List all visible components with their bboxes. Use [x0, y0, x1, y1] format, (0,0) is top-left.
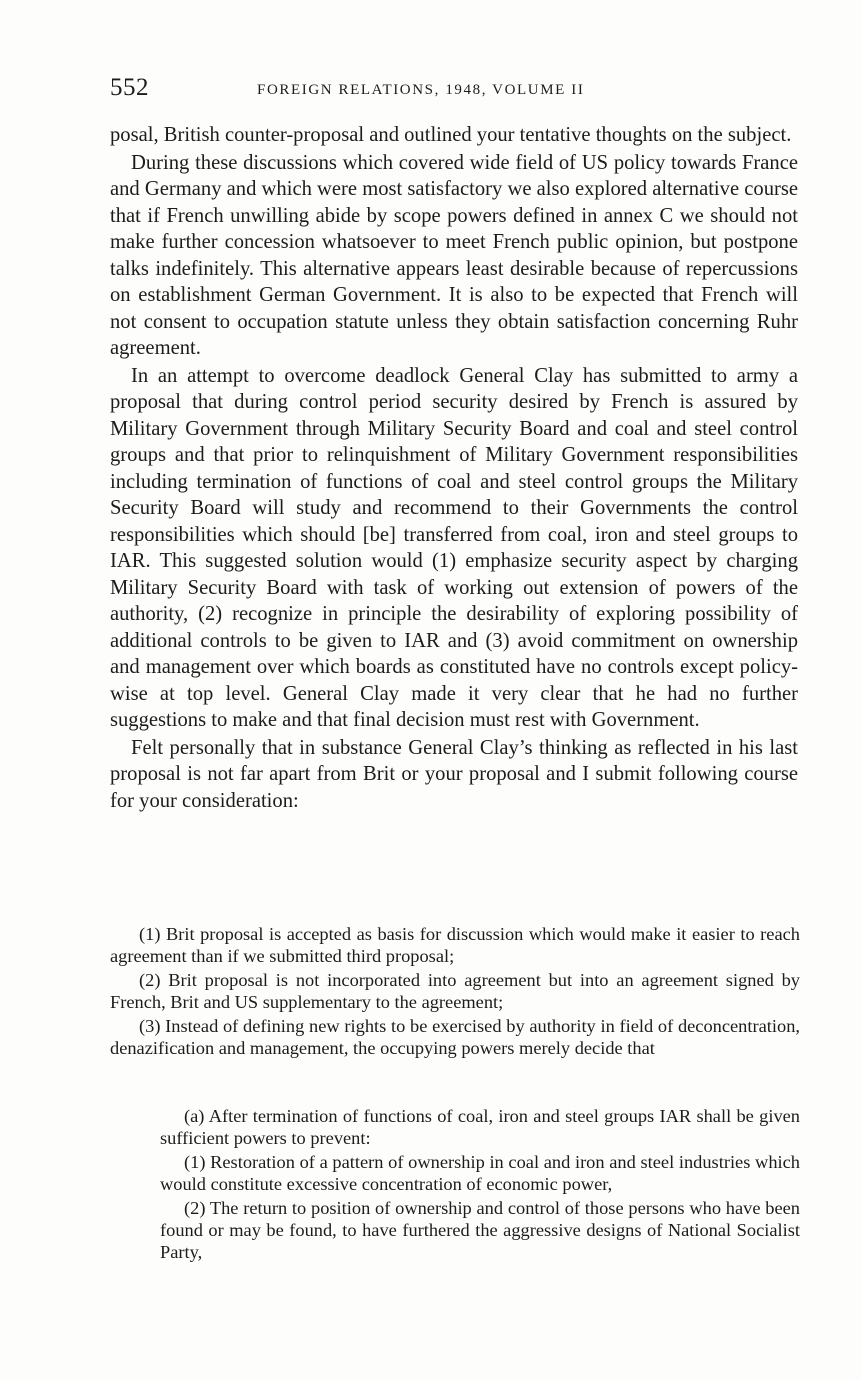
- list-item: (2) Brit proposal is not incorporated into agreement but into an agreement signed by French, Brit and US supplementary to the agreement;: [110, 970, 800, 1012]
- paragraph-continued: posal, British counter-proposal and outlined your tentative thoughts on the subject.: [110, 124, 792, 146]
- page-header: [110, 74, 800, 110]
- running-title: FOREIGN RELATIONS, 1948, VOLUME II: [257, 82, 585, 98]
- sub-list: [160, 1106, 800, 1263]
- sub-list-item: (2) The return to position of ownership and control of those persons who have been found or may be found, to have furthered the aggressive designs of National Socialist Party,: [160, 1198, 800, 1262]
- paragraph: In an attempt to overcome deadlock General Clay has submitted to army a proposal that during control period security desired by French is assured by Military Government through Military Security Board and coal and steel control groups and that prior to relinquishment of Military Government responsibilities including termination of functions of coal and steel control groups the Military Security Board will study and recommend to their Governments the control responsibilities which should [be] transferred from coal, iron and steel groups to IAR. This suggested solution would (1) emphasize security aspect by charging Military Security Board with task of working out extension of powers of the authority, (2) recognize in principle the desirability of exploring possibility of additional controls to be given to IAR and (3) avoid commitment on ownership and management over which boards as constituted have no controls except policy-wise at top level. General Clay made it very clear that he had no further suggestions to make and that final decision must rest with Government.: [110, 364, 798, 731]
- paragraph: During these discussions which covered wide field of US policy towards France and Germany and which were most satisfactory we also explored alternative course that if French unwilling abide by scope powers defined in annex C we should not make further concession whatsoever to meet French public opinion, but postpone talks indefinitely. This alternative appears least desirable because of repercussions on establishment German Government. It is also to be expected that French will not consent to occupation statute unless they obtain satisfaction concerning Ruhr agreement.: [110, 151, 798, 359]
- list-item: (1) Brit proposal is accepted as basis for discussion which would make it easier to reach agreement than if we submitted third proposal;: [110, 924, 800, 966]
- paragraph: Felt personally that in substance General Clay’s thinking as reflected in his last proposal is not far apart from Brit or your proposal and I submit following course for your consideration:: [110, 736, 798, 812]
- sub-list-item: (1) Restoration of a pattern of ownership in coal and iron and steel industries which would constitute excessive concentration of economic power,: [160, 1152, 800, 1194]
- page-number: 552: [110, 74, 149, 101]
- sub-list-item: (a) After termination of functions of coal, iron and steel groups IAR shall be given sufficient powers to prevent:: [160, 1106, 800, 1148]
- list-item: (3) Instead of defining new rights to be exercised by authority in field of deconcentration, denazification and management, the occupying powers merely decide that: [110, 1016, 800, 1058]
- numbered-list: [110, 924, 800, 1060]
- body-text: [110, 122, 798, 814]
